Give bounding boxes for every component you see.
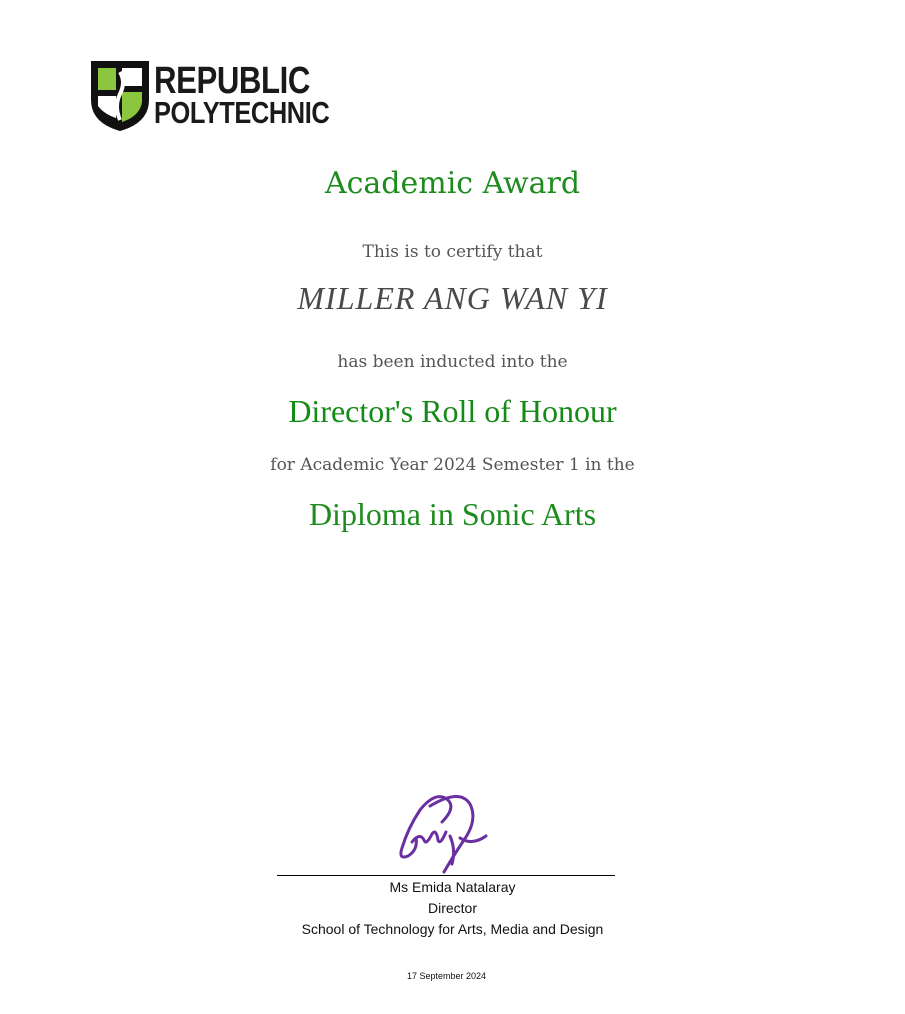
inducted-text: has been inducted into the (337, 352, 568, 372)
signature-line (277, 875, 615, 876)
institution-wordmark (154, 60, 330, 130)
republic-polytechnic-logo (90, 60, 330, 132)
signatory-name: Ms Emida Natalaray (389, 879, 516, 895)
director-signature (390, 788, 490, 878)
signatory-school: School of Technology for Arts, Media and Design (301, 921, 604, 937)
shield-icon (90, 60, 150, 132)
certificate-date: 17 September 2024 (406, 971, 487, 981)
recipient-name: MILLER ANG WAN YI (297, 280, 608, 316)
programme-name: Diploma in Sonic Arts (308, 496, 597, 532)
institution-name-line2: POLYTECHNIC (154, 95, 330, 130)
honour-title: Director's Roll of Honour (288, 393, 617, 429)
institution-name-line1: REPUBLIC (154, 60, 310, 102)
signatory-role: Director (427, 900, 477, 916)
certify-text: This is to certify that (362, 242, 543, 262)
award-title: Academic Award (324, 166, 581, 201)
period-text: for Academic Year 2024 Semester 1 in the (270, 455, 635, 475)
